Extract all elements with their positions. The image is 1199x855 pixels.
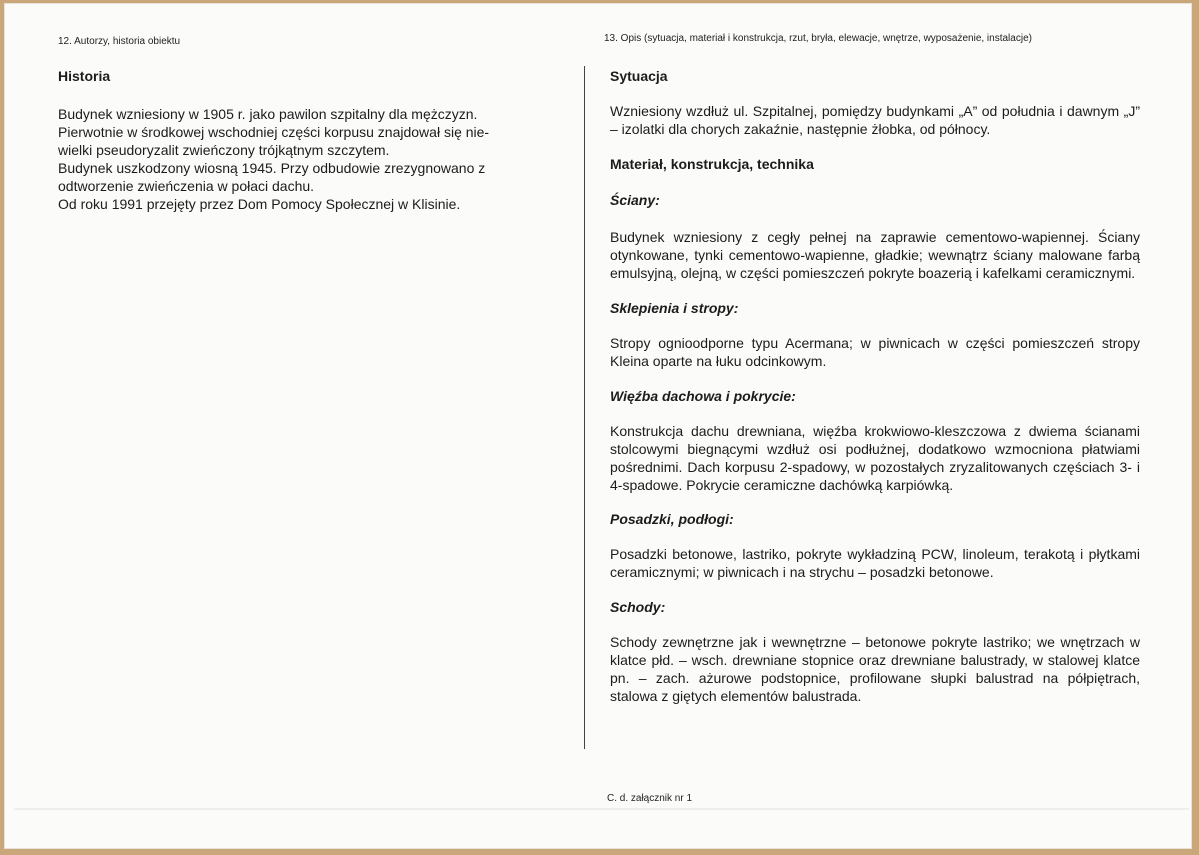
history-line: odtworzenie zwieńczenia w połaci dachu. (58, 178, 315, 194)
schody-title: Schody: (610, 599, 666, 615)
wiezba-text: Konstrukcja dachu drewniana, więźba krokwiowo-kleszczowa z dwiema ścianami stolcowymi biegnącymi wzdłuż osi podłużnej, dodatkowo wzmocniona płatwiami pośrednimi. Dach korpusu 2-spadowy, w pozostałych zryzalitowanych częściach 3- i 4-spadowe. Pokrycie ceramiczne dachówką karpiówką. (610, 423, 1140, 493)
column-divider (584, 66, 585, 749)
history-line: wielki pseudoryzalit zwieńczony trójkątnym szczytem. (58, 142, 390, 158)
sciany-text: Budynek wzniesiony z cegły pełnej na zaprawie cementowo-wapiennej. Ściany otynkowane, tynki cementowo-wapienne, gładkie; wewnątrz ściany malowane farbą emulsyjną, olejną, w części pomieszczeń pokryte boazerią i kafelkami ceramicznymi. (610, 229, 1140, 281)
history-line: Pierwotnie w środkowej wschodniej części korpusu znajdował się nie- (58, 124, 490, 140)
sytuacja-text: Wzniesiony wzdłuż ul. Szpitalnej, pomiędzy budynkami „A” od południa i dawnym „J” – izolatki dla chorych zakaźnie, następnie żłobka, od północy. (610, 103, 1140, 137)
history-line: Budynek wzniesiony w 1905 r. jako pawilon szpitalny dla mężczyzn. (58, 106, 478, 122)
posadzki-title: Posadzki, podłogi: (610, 511, 734, 527)
history-line: Budynek uszkodzony wiosną 1945. Przy odbudowie zrezygnowano z (58, 160, 486, 176)
sytuacja-title: Sytuacja (610, 68, 668, 84)
material-title: Materiał, konstrukcja, technika (610, 156, 814, 172)
sklepienia-text: Stropy ognioodporne typu Acermana; w piwnicach w części pomieszczeń stropy Kleina oparte na łuku odcinkowym. (610, 335, 1140, 369)
schody-text: Schody zewnętrzne jak i wewnętrzne – betonowe pokryte lastriko; we wnętrzach w klatce płd. – wsch. drewniane stopnice oraz drewniane balustrady, w stalowej klatce pn. – zach. ażurowe podstopnice, profilowane słupki balustrad na półpiętrach, stalowa z giętych elementów balustrada. (610, 634, 1140, 704)
bottom-strip (14, 808, 1189, 810)
sklepienia-title: Sklepienia i stropy: (610, 300, 739, 316)
footer-note: C. d. załącznik nr 1 (607, 793, 693, 804)
history-line: Od roku 1991 przejęty przez Dom Pomocy Społecznej w Klisinie. (58, 196, 461, 212)
history-column (58, 66, 568, 213)
section-12-header: 12. Autorzy, historia obiektu (58, 36, 181, 47)
history-text (58, 105, 568, 213)
wiezba-title: Więźba dachowa i pokrycie: (610, 388, 796, 404)
section-13-header: 13. Opis (sytuacja, materiał i konstrukcja, rzut, bryła, elewacje, wnętrze, wyposażenie, instalacje) (604, 33, 1032, 44)
sciany-title: Ściany: (610, 192, 660, 208)
posadzki-text: Posadzki betonowe, lastriko, pokryte wykładziną PCW, linoleum, terakotą i płytkami ceramicznymi; w piwnicach i na strychu – posadzki betonowe. (610, 546, 1140, 580)
history-title: Historia (58, 68, 111, 84)
description-column (610, 66, 1140, 705)
